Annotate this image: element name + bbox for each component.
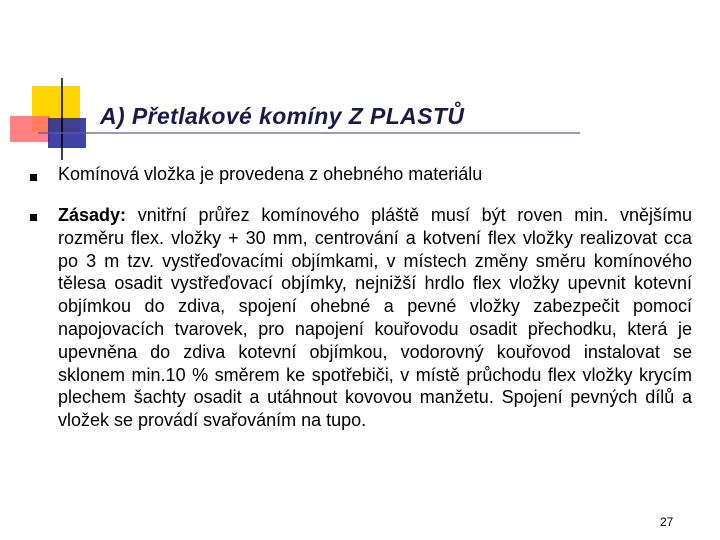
bullet-paragraph (58, 204, 692, 432)
decor-red-band (10, 116, 50, 142)
page-number: 27 (660, 515, 674, 529)
bullet-marker (30, 214, 37, 221)
bullet-text: Komínová vložka je provedena z ohebného materiálu (58, 164, 483, 184)
bullet-marker (30, 174, 37, 181)
bullet-text: vnitřní průřez komínového pláště musí být roven min. vnějšímu rozměru flex. vložky + 30 mm, centrování a kotvení flex vložky realizovat cca po 3 m tzv. vystřeďovacími objímkami, v místech změny směru komínového tělesa osadit vystřeďovací objímky, nejnižší hrdlo flex vložky upevnit kotevní objímkou do zdiva, spojení ohebné a pevné vložky zabezpečit pomocí napojovacích tvarovek, pro napojení kouřovodu osadit přechodku, která je upevněna do zdiva kotevní objímkou, vodorovný kouřovod instalovat se sklonem min.10 % směrem ke spotřebiči, v místě průchodu flex vložky krycím plechem šachty osadit a utáhnout kovovou manžetu. Spojení pevných dílů a vložek se provádí svařováním na tupo. (58, 205, 692, 431)
bullet-label: Zásady: (58, 205, 127, 225)
slide-title: A) Přetlakové komíny Z PLASTŮ (100, 103, 465, 129)
